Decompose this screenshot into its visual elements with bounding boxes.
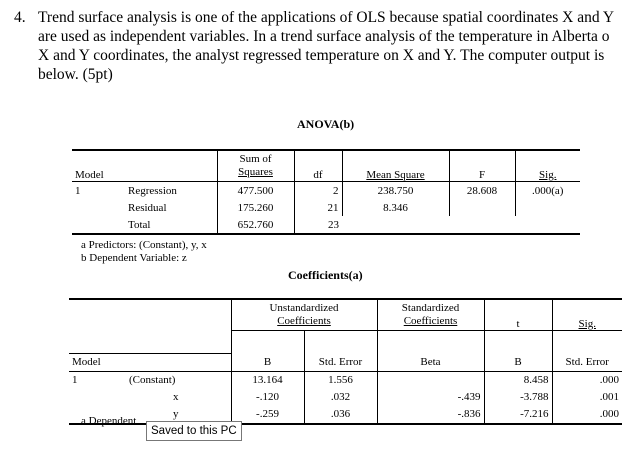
question-line: are used as independent variables. In a trend surface analysis of the temperature in Alberta o	[38, 28, 610, 45]
cell: 23	[294, 216, 342, 234]
col-header: Unstandardized Coefficients	[231, 299, 377, 331]
col-header: Std. Error	[552, 353, 622, 371]
table-row	[72, 216, 580, 234]
col-header: Beta	[377, 353, 484, 371]
question-line: below. (5pt)	[38, 66, 113, 83]
cell: .036	[304, 406, 377, 424]
col-header: Standardized Coefficients	[377, 299, 484, 331]
cell: -3.788	[484, 389, 552, 406]
cell: 477.500	[217, 182, 294, 200]
col-header: Std. Error	[304, 353, 377, 371]
row-label: x	[173, 391, 179, 403]
row-label: Regression	[128, 184, 177, 197]
col-header: t	[484, 299, 552, 331]
cell: .000(a)	[515, 182, 580, 200]
model-number: 1	[75, 184, 81, 197]
table-row	[69, 389, 622, 406]
anova-footnotes	[81, 239, 207, 265]
col-header: Sig.	[552, 299, 622, 331]
cell: .000	[552, 371, 622, 389]
saved-tooltip: Saved to this PC	[146, 421, 242, 441]
cell: 21	[294, 199, 342, 216]
cell: -7.216	[484, 406, 552, 424]
cell: 28.608	[449, 182, 515, 200]
table-row	[69, 371, 622, 389]
cell: -.259	[231, 406, 304, 424]
row-label: Total	[128, 218, 151, 231]
coefficients-title: Coefficients(a)	[288, 268, 363, 282]
cell: 238.750	[342, 182, 449, 200]
col-header: B	[231, 353, 304, 371]
col-header: df	[294, 150, 342, 182]
cell: 2	[294, 182, 342, 200]
col-header: F	[449, 150, 515, 182]
model-number: 1	[72, 374, 78, 386]
col-header: Sum of Squares	[217, 150, 294, 182]
footnote: a Predictors: (Constant), y, x	[81, 239, 207, 251]
table-row	[72, 199, 580, 216]
anova-header-row	[72, 150, 580, 182]
cell: -.836	[377, 406, 484, 424]
coef-subheader-row	[69, 353, 622, 371]
row-label: (Constant)	[129, 374, 176, 386]
cell: 175.260	[217, 199, 294, 216]
cell: .032	[304, 389, 377, 406]
cell	[377, 371, 484, 389]
cell: -.439	[377, 389, 484, 406]
cell: 8.346	[342, 199, 449, 216]
question-line: Trend surface analysis is one of the applications of OLS because spatial coordinates X and Y	[38, 9, 615, 26]
cell: .001	[552, 389, 622, 406]
cell: 8.458	[484, 371, 552, 389]
col-header: Sig.	[515, 150, 580, 182]
col-header: Model	[72, 356, 101, 368]
cell: .000	[552, 406, 622, 424]
row-label: y	[173, 408, 179, 420]
footnote: b Dependent Variable: z	[81, 252, 187, 264]
cell: 652.760	[217, 216, 294, 234]
coef-header-row	[69, 299, 622, 331]
col-header: B	[484, 353, 552, 371]
table-row	[72, 182, 580, 200]
anova-table	[72, 149, 580, 235]
cell: 13.164	[231, 371, 304, 389]
cell: 1.556	[304, 371, 377, 389]
question-number: 4.	[14, 9, 26, 26]
coef-footnote: a Dependent	[81, 415, 137, 427]
anova-title: ANOVA(b)	[297, 117, 355, 131]
question-line: X and Y coordinates, the analyst regressed temperature on X and Y. The computer output is	[38, 47, 605, 64]
coefficients-table	[69, 298, 622, 425]
row-label: Residual	[128, 201, 167, 214]
col-header: Model	[72, 150, 125, 182]
cell: -.120	[231, 389, 304, 406]
col-header: Mean Square	[342, 150, 449, 182]
